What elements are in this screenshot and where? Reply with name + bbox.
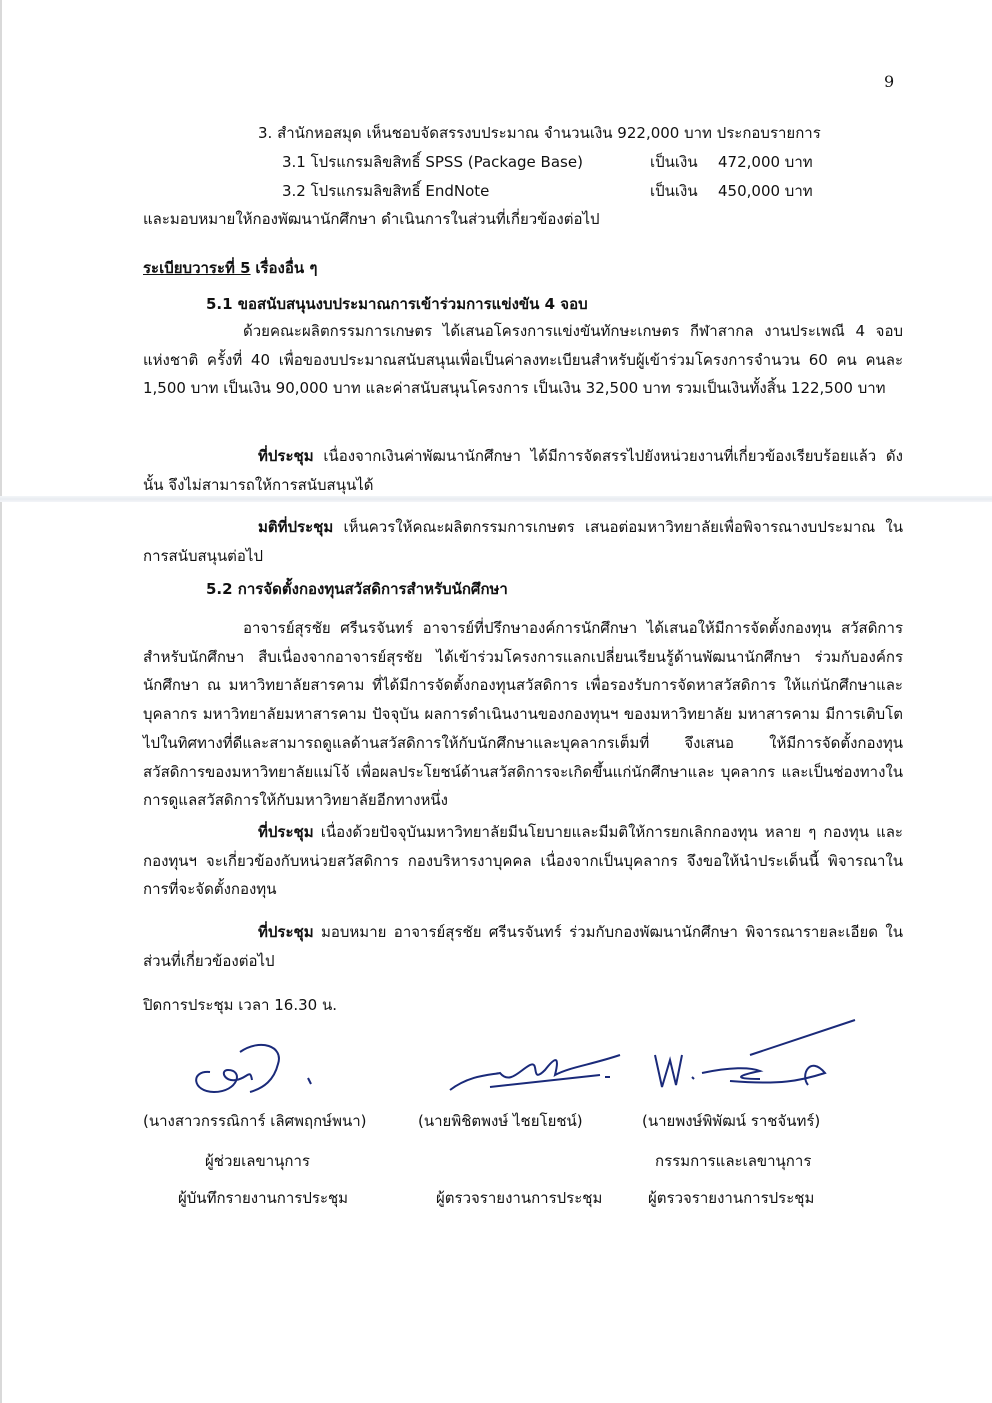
item3-sub1-label: 3.1 โปรแกรมลิขสิทธิ์ SPSS (Package Base) xyxy=(282,153,583,171)
signature-2-duty: ผู้ตรวจรายงานการประชุม xyxy=(436,1189,603,1207)
signature-1-role: ผู้ช่วยเลขานุการ xyxy=(205,1152,310,1170)
signature-1-name: (นางสาวกรรณิการ์ เลิศพฤกษ์พนา) xyxy=(143,1112,367,1130)
item3-sub2-label: 3.2 โปรแกรมลิขสิทธิ์ EndNote xyxy=(282,182,490,200)
s51-meeting-label: ที่ประชุม xyxy=(258,447,314,465)
s51-resolution-label: มติที่ประชุม xyxy=(258,518,334,536)
item3-sub1-amount: 472,000 บาท xyxy=(718,153,813,171)
item3-sub2-amount: 450,000 บาท xyxy=(718,182,813,200)
item3-main: 3. สำนักหอสมุด เห็นชอบจัดสรรงบประมาณ จำนวนเงิน 922,000 บาท ประกอบรายการ xyxy=(258,124,821,142)
signature-1-image xyxy=(180,1030,350,1105)
s52-title: 5.2 การจัดตั้งกองทุนสวัสดิการสำหรับนักศึกษา xyxy=(206,580,508,598)
s52-meeting2-text: มอบหมาย อาจารย์สุรชัย ศรีนรจันทร์ ร่วมกับกองพัฒนานักศึกษา พิจารณารายละเอียด ในส่วนที่เกี่ยวข้องต่อไป xyxy=(143,923,903,970)
item3-sub1-amount-label: เป็นเงิน xyxy=(650,153,698,171)
s52-meeting2 xyxy=(143,918,903,975)
item3-closing: และมอบหมายให้กองพัฒนานักศึกษา ดำเนินการในส่วนที่เกี่ยวข้องต่อไป xyxy=(143,210,600,228)
agenda5-heading-title: เรื่องอื่น ๆ xyxy=(255,259,318,277)
signature-3-role: กรรมการและเลขานุการ xyxy=(655,1152,812,1170)
s52-body: อาจารย์สุรชัย ศรีนรจันทร์ อาจารย์ที่ปรึกษาองค์การนักศึกษา ได้เสนอให้มีการจัดตั้งกองทุน สวัสดิการสำหรับนักศึกษา สืบเนื่องจากอาจารย์สุรชัย ได้เข้าร่วมโครงการแลกเปลี่ยนเรียนรู้ด้านพัฒนานักศึกษา ร่วมกับองค์กรนักศึกษา ณ มหาวิทยาลัยสารคาม ที่ได้มีการจัดตั้งกองทุนสวัสดิการ เพื่อรองรับการจัดหาสวัสดิการ ให้แก่นักศึกษาและบุคลากร มหาวิทยาลัยมหาสารคาม ปัจจุบัน ผลการดำเนินงานของกองทุนฯ ของมหาวิทยาลัย มหาสารคาม มีการเติบโตไปในทิศทางที่ดีและสามารถดูแลด้านสวัสดิการให้กับนักศึกษาและบุคลากรเต็มที่ จึงเสนอ ให้มีการจัดตั้งกองทุนสวัสดิการของมหาวิทยาลัยแม่โจ้ เพื่อผลประโยชน์ด้านสวัสดิการจะเกิดขึ้นแก่นักศึกษาและ บุคลากร และเป็นช่องทางในการดูแลสวัสดิการให้กับมหาวิทยาลัยอีกทางหนึ่ง xyxy=(143,619,903,810)
signature-2-3-image xyxy=(430,1015,860,1110)
s51-body: ด้วยคณะผลิตกรรมการเกษตร ได้เสนอโครงการแข่งขันทักษะเกษตร กีฬาสากล งานประเพณี 4 จอบ แห่งชาติ ครั้งที่ 40 เพื่อของบประมาณสนับสนุนเพื่อเป็นค่าลงทะเบียนสำหรับผู้เข้าร่วมโครงการจำนวน 60 คน คนละ 1,500 บาท เป็นเงิน 90,000 บาท และค่าสนับสนุนโครงการ เป็นเงิน 32,500 บาท รวมเป็นเงินทั้งสิ้น 122,500 บาท xyxy=(143,322,903,398)
s51-resolution-text: เห็นควรให้คณะผลิตกรรมการเกษตร เสนอต่อมหาวิทยาลัยเพื่อพิจารณางบประมาณ ในการสนับสนุนต่อไป xyxy=(143,518,903,565)
signature-3-duty: ผู้ตรวจรายงานการประชุม xyxy=(648,1189,815,1207)
s52-meeting1 xyxy=(143,818,903,904)
s51-meeting xyxy=(143,442,903,499)
scan-edge xyxy=(0,0,2,1403)
signature-1-duty: ผู้บันทึกรายงานการประชุม xyxy=(178,1189,349,1207)
meeting-closing: ปิดการประชุม เวลา 16.30 น. xyxy=(143,996,337,1014)
item3-sub2-amount-label: เป็นเงิน xyxy=(650,182,698,200)
agenda5-heading-label: ระเบียบวาระที่ 5 xyxy=(143,259,251,277)
agenda5-heading xyxy=(143,257,317,279)
s51-resolution xyxy=(143,513,903,570)
s51-title: 5.1 ขอสนับสนุนงบประมาณการเข้าร่วมการแข่งขัน 4 จอบ xyxy=(206,295,588,313)
s52-meeting1-text: เนื่องด้วยปัจจุบันมหาวิทยาลัยมีนโยบายและมีมติให้การยกเลิกกองทุน หลาย ๆ กองทุน และกองทุนฯ จะเกี่ยวข้องกับหน่วยสวัสดิการ กองบริหารงาบุคคล เนื่องจากเป็นบุคลากร จึงขอให้นำประเด็นนี้ พิจารณาในการที่จะจัดตั้งกองทุน xyxy=(143,823,903,899)
scan-fold xyxy=(0,496,992,502)
s52-meeting2-label: ที่ประชุม xyxy=(258,923,314,941)
signature-3-name: (นายพงษ์พิพัฒน์ ราชจันทร์) xyxy=(642,1112,821,1130)
s51-meeting-text: เนื่องจากเงินค่าพัฒนานักศึกษา ได้มีการจัดสรรไปยังหน่วยงานที่เกี่ยวข้องเรียบร้อยแล้ว ดังนั้น จึงไม่สามารถให้การสนับสนุนได้ xyxy=(143,447,903,494)
page-number: 9 xyxy=(884,72,895,91)
s52-meeting1-label: ที่ประชุม xyxy=(258,823,314,841)
signature-2-name: (นายพิชิตพงษ์ ไชยโยชน์) xyxy=(418,1112,583,1130)
